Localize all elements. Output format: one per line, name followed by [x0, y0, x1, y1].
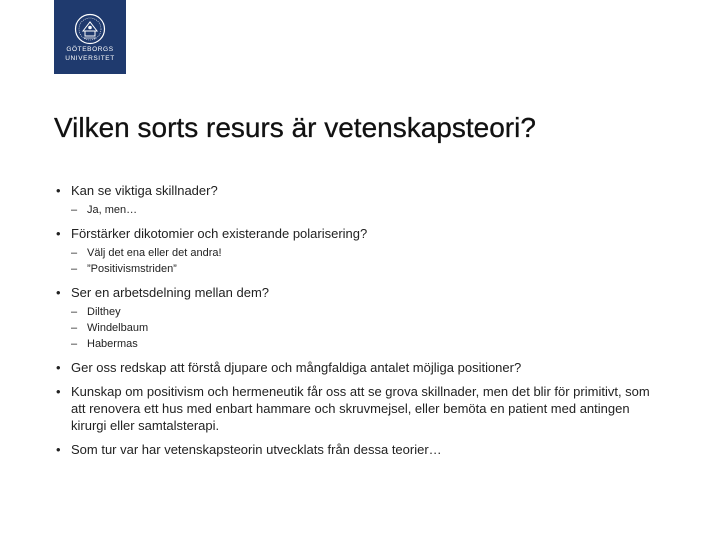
- bullet-text: Ser en arbetsdelning mellan dem?: [71, 285, 270, 300]
- sub-bullet-text: Windelbaum: [87, 322, 149, 334]
- bullet-item: [54, 182, 654, 199]
- sub-bullet-item: [54, 336, 654, 352]
- university-seal-icon: [74, 13, 106, 45]
- sub-bullet-text: Dilthey: [87, 306, 121, 318]
- bullet-marker: •: [56, 285, 61, 300]
- bullet-marker: •: [56, 442, 61, 457]
- bullet-text: Kunskap om positivism och hermeneutik får oss att se grova skillnader, men det blir för primitivt, som att renovera ett hus med enbart hammare och skruvmejsel, eller bemöta en patient med antingen kirurgi eller samtalsterapi.: [71, 384, 650, 433]
- sub-bullet-item: [54, 304, 654, 320]
- university-logo: [54, 0, 126, 74]
- sub-bullet-text: Ja, men…: [87, 204, 138, 216]
- bullet-item: [54, 225, 654, 242]
- dash-marker: –: [71, 322, 78, 334]
- bullet-marker: •: [56, 226, 61, 241]
- bullet-text: Kan se viktiga skillnader?: [71, 183, 218, 198]
- bullet-item: [54, 383, 654, 434]
- bullet-item: [54, 359, 654, 376]
- bullet-text: Förstärker dikotomier och existerande polarisering?: [71, 226, 368, 241]
- bullet-text: Ger oss redskap att förstå djupare och mångfaldiga antalet möjliga positioner?: [71, 360, 522, 375]
- sub-bullet-text: ”Positivismstriden”: [87, 263, 177, 275]
- slide-title: Vilken sorts resurs är vetenskapsteori?: [54, 112, 536, 143]
- dash-marker: –: [71, 247, 78, 259]
- bullet-marker: •: [56, 384, 61, 399]
- bullet-list: [54, 182, 654, 458]
- sub-bullet-item: [54, 261, 654, 277]
- dash-marker: –: [71, 204, 78, 216]
- sub-bullet-text: Välj det ena eller det andra!: [87, 247, 222, 259]
- sub-bullet-item: [54, 245, 654, 261]
- sub-bullet-item: [54, 320, 654, 336]
- bullet-marker: •: [56, 183, 61, 198]
- bullet-marker: •: [56, 360, 61, 375]
- bullet-text: Som tur var har vetenskapsteorin utvecklats från dessa teorier…: [71, 442, 442, 457]
- bullet-item: [54, 441, 654, 458]
- bullet-item: [54, 284, 654, 301]
- sub-bullet-text: Habermas: [87, 338, 138, 350]
- dash-marker: –: [71, 263, 78, 275]
- logo-line-2: UNIVERSITET: [65, 55, 115, 62]
- dash-marker: –: [71, 338, 78, 350]
- sub-bullet-item: [54, 202, 654, 218]
- logo-line-1: GÖTEBORGS: [66, 46, 114, 53]
- dash-marker: –: [71, 306, 78, 318]
